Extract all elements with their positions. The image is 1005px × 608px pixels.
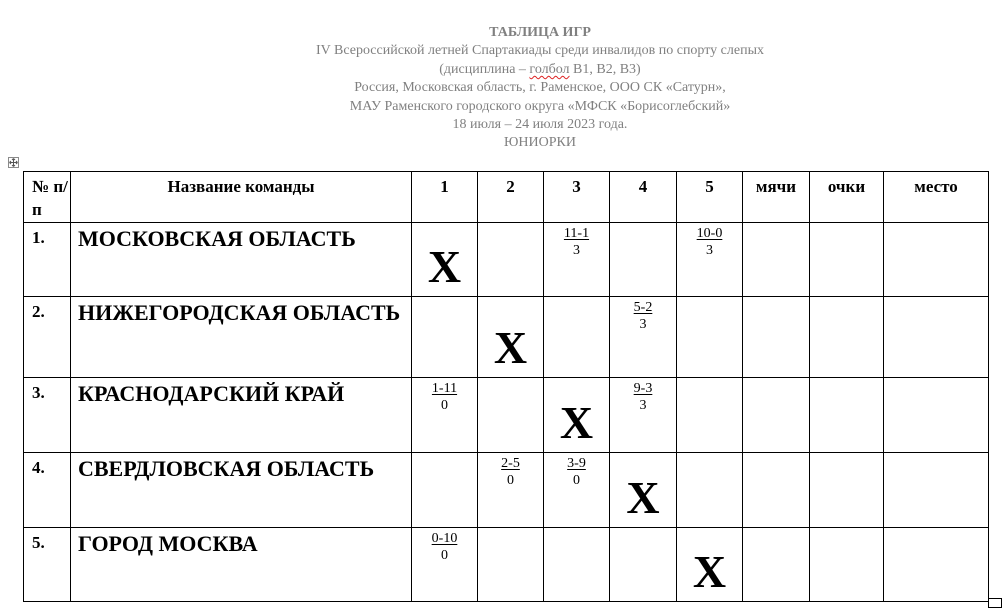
match-score: 0-10: [431, 531, 458, 546]
match-points: 3: [639, 317, 647, 332]
team-name: ГОРОД МОСКВА: [71, 528, 412, 602]
location-line: Россия, Московская область, г. Раменское, ООО СК «Сатурн»,: [354, 80, 726, 96]
row-number: 5.: [24, 528, 71, 602]
match-score: 9-3: [633, 381, 653, 396]
cell-match-result: [677, 223, 743, 297]
self-match-x-mark: X: [692, 546, 727, 597]
cell-balls: [743, 223, 810, 297]
match-score: 3-9: [567, 456, 586, 471]
match-score: 5-2: [633, 300, 653, 315]
match-score: 1-11: [431, 381, 458, 396]
match-points: 0: [441, 398, 448, 413]
table-resize-marker[interactable]: [988, 376, 989, 394]
cell-empty: [610, 528, 677, 602]
match-points: 3: [706, 243, 713, 258]
cell-points: [810, 528, 884, 602]
table-row: [24, 453, 989, 528]
cell-points: [810, 453, 884, 528]
match-points: 0: [573, 473, 580, 488]
cell-match-result: [412, 378, 478, 453]
row-number: 3.: [24, 378, 71, 453]
cell-place: [884, 528, 989, 602]
match-points: 0: [507, 473, 514, 488]
cell-self-match: [677, 528, 743, 602]
table-title: ТАБЛИЦА ИГР: [489, 25, 591, 40]
match-score: 2-5: [501, 456, 520, 471]
header-col-2: 2: [478, 172, 544, 223]
match-score: 10-0: [696, 226, 723, 241]
match-points: 3: [639, 398, 647, 413]
header-place: место: [884, 172, 989, 223]
cell-balls: [743, 297, 810, 378]
cell-match-result: [412, 528, 478, 602]
row-number: 2.: [24, 297, 71, 378]
cell-self-match: [544, 378, 610, 453]
cell-balls: [743, 528, 810, 602]
document-header: [0, 24, 1005, 153]
table-row: [24, 378, 989, 453]
header-col-1: 1: [412, 172, 478, 223]
discipline-suffix: В1, В2, В3): [569, 61, 641, 77]
cell-points: [810, 378, 884, 453]
cell-empty: [478, 378, 544, 453]
competition-name: IV Всероссийской летней Спартакиады среди инвалидов по спорту слепых: [315, 43, 764, 59]
category-line: ЮНИОРКИ: [504, 135, 576, 151]
cell-empty: [677, 297, 743, 378]
cell-place: [884, 297, 989, 378]
header-number: № п/п: [24, 172, 71, 223]
spellcheck-marked-word: голбол: [529, 61, 570, 77]
cell-empty: [544, 297, 610, 378]
cell-match-result: [610, 297, 677, 378]
organizer-line: МАУ Раменского городского округа «МФСК «Борисоглебский»: [349, 98, 731, 114]
match-score: 11-1: [563, 226, 590, 241]
cell-match-result: [544, 223, 610, 297]
cell-empty: [478, 223, 544, 297]
discipline-prefix: (дисциплина –: [439, 61, 530, 77]
cell-place: [884, 223, 989, 297]
cell-place: [884, 378, 989, 453]
header-col-3: 3: [544, 172, 610, 223]
games-table: [23, 171, 989, 602]
cell-points: [810, 297, 884, 378]
cell-empty: [412, 297, 478, 378]
discipline-line: [0, 61, 1005, 79]
cell-place: [884, 453, 989, 528]
header-balls: мячи: [743, 172, 810, 223]
table-row: [24, 528, 989, 602]
header-points: очки: [810, 172, 884, 223]
cell-self-match: [412, 223, 478, 297]
header-col-4: 4: [610, 172, 677, 223]
table-move-handle-icon[interactable]: [8, 157, 19, 168]
self-match-x-mark: X: [559, 397, 594, 448]
cell-match-result: [544, 453, 610, 528]
cell-points: [810, 223, 884, 297]
self-match-x-mark: X: [493, 322, 528, 373]
cell-self-match: [610, 453, 677, 528]
cell-empty: [478, 528, 544, 602]
self-match-x-mark: X: [626, 472, 660, 523]
cell-match-result: [478, 453, 544, 528]
cell-balls: [743, 453, 810, 528]
cell-empty: [412, 453, 478, 528]
table-row: [24, 297, 989, 378]
row-number: 4.: [24, 453, 71, 528]
match-points: 3: [573, 243, 580, 258]
cell-empty: [677, 378, 743, 453]
self-match-x-mark: X: [427, 241, 462, 292]
cell-balls: [743, 378, 810, 453]
match-points: 0: [441, 548, 448, 563]
cell-empty: [544, 528, 610, 602]
table-row: [24, 223, 989, 297]
team-name: СВЕРДЛОВСКАЯ ОБЛАСТЬ: [71, 453, 412, 528]
cell-empty: [610, 223, 677, 297]
team-name: МОСКОВСКАЯ ОБЛАСТЬ: [71, 223, 412, 297]
team-name: КРАСНОДАРСКИЙ КРАЙ: [71, 378, 412, 453]
cell-empty: [677, 453, 743, 528]
cell-self-match: [478, 297, 544, 378]
dates-line: 18 июля – 24 июля 2023 года.: [452, 117, 628, 133]
cell-match-result: [610, 378, 677, 453]
table-resize-handle[interactable]: [988, 598, 1002, 608]
row-number: 1.: [24, 223, 71, 297]
header-team-name: Название команды: [71, 172, 412, 223]
team-name: НИЖЕГОРОДСКАЯ ОБЛАСТЬ: [71, 297, 412, 378]
header-col-5: 5: [677, 172, 743, 223]
